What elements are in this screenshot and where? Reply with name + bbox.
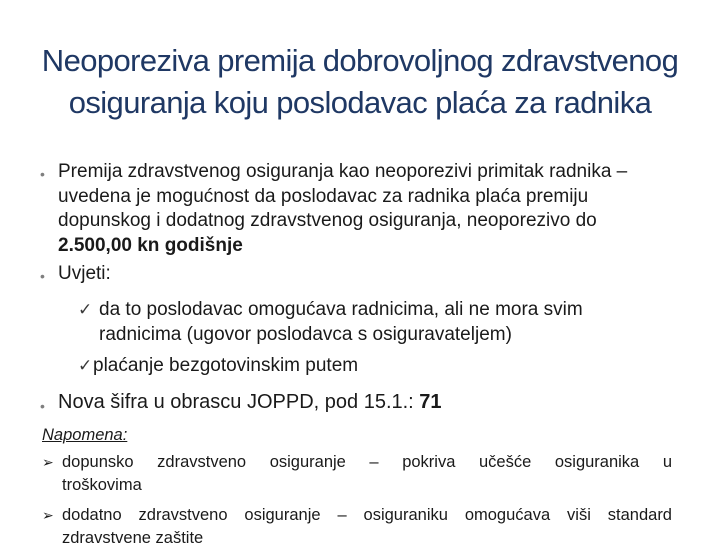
note-item-dopunsko-line-2: troškovima: [62, 476, 142, 494]
note-item-dopunsko: [62, 452, 672, 473]
check-icon: ✓: [78, 300, 93, 319]
arrow-bullet-icon: ➢: [42, 507, 54, 523]
note-heading: Napomena:: [42, 426, 128, 444]
note-item-dodatno-line-2: zdravstvene zaštite: [62, 529, 204, 547]
title-line-2: osiguranja koju poslodavac plaća za radnika: [68, 85, 652, 120]
bullet-premija: [58, 160, 698, 258]
uvjeti-item-1: [99, 298, 699, 347]
bullet-dot: •: [40, 268, 45, 284]
uvjeti-item-1-line-1: da to poslodavac omogućava radnicima, ali ne mora svim: [99, 299, 583, 320]
uvjeti-item-1-line-2: radnicima (ugovor poslodavca s osiguravateljem): [99, 323, 512, 345]
bullet-premija-line-2: uvedena je mogućnost da poslodavac za radnika plaća premiju: [58, 185, 589, 207]
bullet-dot: •: [40, 398, 45, 414]
bullet-joppd-text: Nova šifra u obrascu JOPPD, pod 15.1.:: [58, 391, 420, 413]
bullet-uvjeti: Uvjeti:: [58, 263, 111, 284]
bullet-dot: •: [40, 166, 45, 182]
bullet-premija-amount: 2.500,00 kn godišnje: [58, 234, 243, 256]
uvjeti-item-2: plaćanje bezgotovinskim putem: [93, 355, 359, 376]
bullet-premija-line-1: Premija zdravstvenog osiguranja kao neoporezivi primitak radnika –: [58, 161, 628, 182]
bullet-joppd: [58, 390, 442, 415]
bullet-premija-line-3: dopunskog i dodatnog zdravstvenog osiguranja, neoporezivo do: [58, 210, 597, 231]
note-item-dopunsko-line-1: dopunsko zdravstveno osiguranje – pokriva učešće osiguranika u: [62, 453, 672, 471]
bullet-joppd-code: 71: [419, 391, 442, 413]
note-item-dodatno-line-1: dodatno zdravstveno osiguranje – osiguraniku omogućava viši standard: [62, 506, 672, 524]
slide-title: [20, 40, 700, 124]
arrow-bullet-icon: ➢: [42, 454, 54, 470]
check-icon: ✓: [78, 356, 93, 375]
note-item-dodatno: [62, 505, 672, 526]
title-line-1: Neoporeziva premija dobrovoljnog zdravstvenog: [41, 43, 679, 78]
